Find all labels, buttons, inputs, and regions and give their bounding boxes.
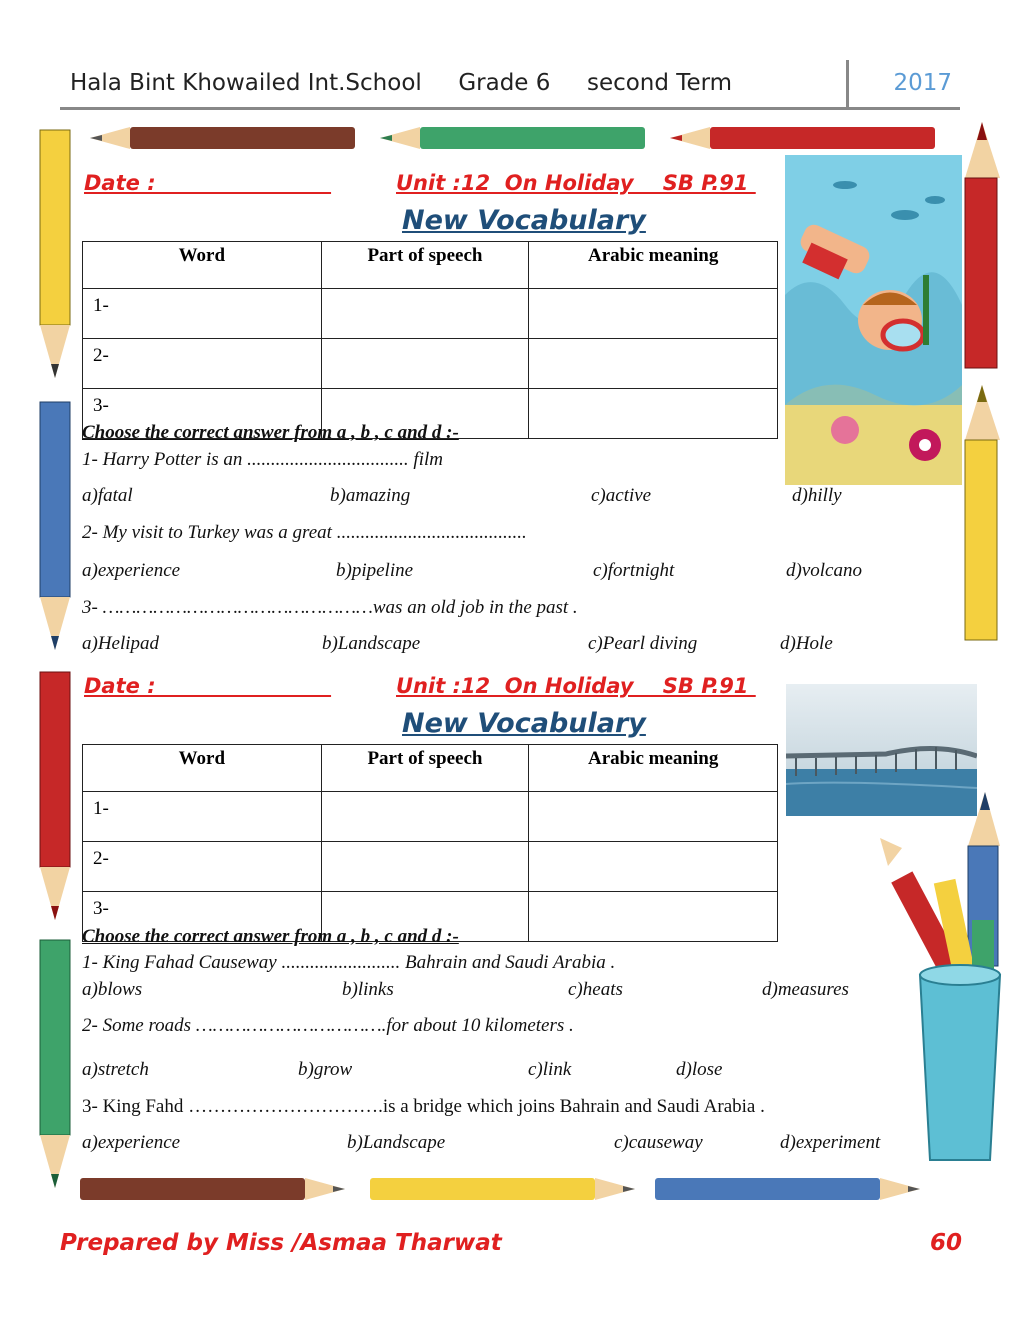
unit-label: Unit :12 On Holiday SB P.91 bbox=[396, 674, 756, 698]
page-number: 60 bbox=[929, 1230, 962, 1256]
row-number[interactable]: 2- bbox=[83, 339, 322, 389]
col-part-of-speech: Part of speech bbox=[321, 242, 529, 289]
pencil-icon bbox=[90, 127, 355, 149]
option-b[interactable]: b)links bbox=[342, 979, 394, 1000]
option-c[interactable]: c)fortnight bbox=[593, 560, 675, 581]
row-number[interactable]: 1- bbox=[83, 792, 322, 842]
header-year: 2017 bbox=[893, 70, 952, 96]
school-header: Hala Bint Khowailed Int.School Grade 6 second Term bbox=[70, 70, 733, 96]
part-of-speech-cell[interactable] bbox=[321, 289, 529, 339]
part-of-speech-cell[interactable] bbox=[321, 842, 529, 892]
pencil-icon bbox=[380, 127, 645, 149]
prepared-by: Prepared by Miss /Asmaa Tharwat bbox=[60, 1230, 502, 1256]
pencil-icon bbox=[670, 127, 935, 149]
part-of-speech-cell[interactable] bbox=[321, 339, 529, 389]
option-d[interactable]: d)hilly bbox=[792, 485, 842, 506]
question-text: 3- …………………………………………was an old job in the past . bbox=[82, 597, 578, 618]
pencil-icon bbox=[965, 122, 1000, 368]
option-a[interactable]: a)experience bbox=[82, 1132, 181, 1153]
table-header-row bbox=[83, 242, 778, 289]
question-text: 2- My visit to Turkey was a great ........................................ bbox=[82, 522, 527, 543]
row-number[interactable]: 3- bbox=[83, 892, 322, 942]
table-header-row bbox=[83, 745, 778, 792]
instruction: Choose the correct answer from a , b , c and d :- bbox=[82, 422, 459, 443]
option-a[interactable]: a)Helipad bbox=[82, 633, 160, 654]
col-word: Word bbox=[83, 242, 322, 289]
arabic-meaning-cell[interactable] bbox=[529, 842, 778, 892]
option-c[interactable]: c)Pearl diving bbox=[588, 633, 698, 654]
pencil-icon bbox=[80, 1178, 345, 1200]
option-d[interactable]: d)experiment bbox=[780, 1132, 881, 1153]
arabic-meaning-cell[interactable] bbox=[529, 289, 778, 339]
option-d[interactable]: d)volcano bbox=[786, 560, 862, 581]
pencil-icon bbox=[40, 130, 70, 378]
arabic-meaning-cell[interactable] bbox=[529, 892, 778, 942]
option-a[interactable]: a)experience bbox=[82, 560, 181, 581]
col-arabic-meaning: Arabic meaning bbox=[529, 242, 778, 289]
row-number[interactable]: 2- bbox=[83, 842, 322, 892]
option-d[interactable]: d)Hole bbox=[780, 633, 833, 654]
row-number[interactable]: 3- bbox=[83, 389, 322, 439]
option-a[interactable]: a)blows bbox=[82, 979, 143, 1000]
table-row bbox=[83, 289, 778, 339]
option-d[interactable]: d)measures bbox=[762, 979, 849, 1000]
unit-label: Unit :12 On Holiday SB P.91 bbox=[396, 171, 756, 195]
option-d[interactable]: d)lose bbox=[676, 1059, 723, 1080]
pencil-icon bbox=[40, 402, 70, 650]
arabic-meaning-cell[interactable] bbox=[529, 389, 778, 439]
col-word: Word bbox=[83, 745, 322, 792]
vocab-title: New Vocabulary bbox=[402, 205, 646, 236]
option-b[interactable]: b)Landscape bbox=[322, 633, 421, 654]
pencil-icon bbox=[40, 672, 70, 920]
pencil-icon bbox=[655, 1178, 920, 1200]
option-c[interactable]: c)causeway bbox=[614, 1132, 703, 1153]
option-c[interactable]: c)heats bbox=[568, 979, 623, 1000]
date-label: Date : bbox=[84, 674, 332, 698]
option-b[interactable]: b)grow bbox=[298, 1059, 353, 1080]
pencil-icon bbox=[965, 385, 1000, 640]
option-b[interactable]: b)pipeline bbox=[336, 560, 414, 581]
table-row bbox=[83, 339, 778, 389]
vocab-title: New Vocabulary bbox=[402, 708, 646, 739]
arabic-meaning-cell[interactable] bbox=[529, 792, 778, 842]
col-arabic-meaning: Arabic meaning bbox=[529, 745, 778, 792]
pencil-icon bbox=[370, 1178, 635, 1200]
vocab-table bbox=[82, 744, 778, 942]
option-b[interactable]: b)amazing bbox=[330, 485, 411, 506]
option-b[interactable]: b)Landscape bbox=[347, 1132, 446, 1153]
question-text: 1- King Fahad Causeway ......................... Bahrain and Saudi Arabia . bbox=[82, 952, 616, 973]
option-a[interactable]: a)stretch bbox=[82, 1059, 149, 1080]
diver-illustration bbox=[785, 155, 962, 485]
instruction: Choose the correct answer from a , b , c and d :- bbox=[82, 926, 459, 947]
option-c[interactable]: c)link bbox=[528, 1059, 572, 1080]
option-c[interactable]: c)active bbox=[591, 485, 652, 506]
row-number[interactable]: 1- bbox=[83, 289, 322, 339]
question-text: 1- Harry Potter is an .................................. film bbox=[82, 449, 443, 470]
option-a[interactable]: a)fatal bbox=[82, 485, 133, 506]
vocab-table bbox=[82, 241, 778, 439]
causeway-photo bbox=[786, 684, 977, 816]
date-label: Date : bbox=[84, 171, 332, 195]
pencil-icon bbox=[40, 940, 70, 1188]
arabic-meaning-cell[interactable] bbox=[529, 339, 778, 389]
table-row bbox=[83, 792, 778, 842]
col-part-of-speech: Part of speech bbox=[321, 745, 529, 792]
question-text: 2- Some roads …………………………….for about 10 kilometers . bbox=[82, 1015, 574, 1036]
table-row bbox=[83, 842, 778, 892]
question-text: 3- King Fahd ………………………….is a bridge which joins Bahrain and Saudi Arabia . bbox=[82, 1096, 765, 1117]
part-of-speech-cell[interactable] bbox=[321, 792, 529, 842]
